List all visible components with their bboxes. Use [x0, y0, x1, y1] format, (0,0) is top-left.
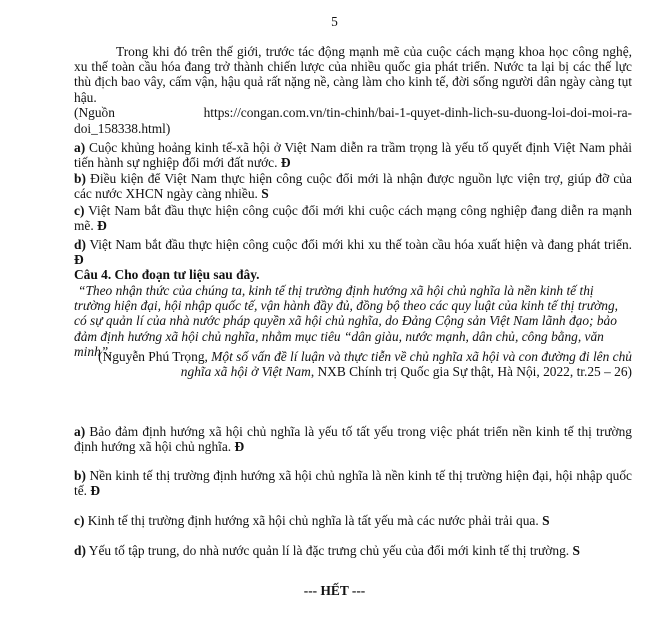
- q4-option-a: a) Bảo đảm định hướng xã hội chủ nghĩa là yếu tố tất yếu trong việc phát triển nền kinh tế thị trường định hướng xã hội chủ nghĩa. Đ: [74, 424, 632, 455]
- source-line: [74, 105, 632, 120]
- q3-option-c: c) Việt Nam bắt đầu thực hiện công cuộc đổi mới khi cuộc cách mạng công nghiệp đang diễn ra mạnh mẽ. Đ: [74, 203, 632, 234]
- q4-quote: “Theo nhận thức của chúng ta, kinh tế thị trường định hướng xã hội chủ nghĩa là nền kinh tế thị trường hiện đại, hội nhập quốc tế, vận hành đầy đủ, đồng bộ theo các quy luật của kinh tế thị trường, có sự quản lí của nhà nước pháp quyền xã hội chủ nghĩa, do Đảng Cộng sản Việt Nam lãnh đạo; bảo đảm định hướng xã hội chủ nghĩa, nhằm mục tiêu “dân giàu, nước mạnh, dân chủ, công bằng, văn minh”.: [74, 283, 618, 359]
- q4-option-c: c) Kinh tế thị trường định hướng xã hội chủ nghĩa là tất yếu mà các nước phải trải qua. S: [74, 513, 550, 528]
- answer-mark: Đ: [90, 483, 101, 499]
- q3-option-a: a) Cuộc khủng hoảng kinh tế-xã hội ở Việt Nam diễn ra trầm trọng là yếu tố quyết định Việt Nam phải tiến hành sự nghiệp đổi mới đất nước. Đ: [74, 140, 632, 171]
- intro-paragraph: Trong khi đó trên thế giới, trước tác động mạnh mẽ của cuộc cách mạng khoa học công nghệ, xu thế toàn cầu hóa đang trở thành chiến lược của nhiều quốc gia phát triển. Nước ta lại bị các thế lực thù địch bao vây, cấm vận, hậu quả rất nặng nề, càng làm cho kinh tế, đời sống người dân ngày càng tụt hậu.: [74, 44, 632, 105]
- answer-mark: Đ: [74, 252, 84, 268]
- answer-mark: S: [572, 543, 580, 558]
- q4-citation: (Nguyễn Phú Trọng, Một số vấn đề lí luận và thực tiễn về chủ nghĩa xã hội và con đường đi lên chủ nghĩa xã hội ở Việt Nam, NXB Chính trị Quốc gia Sự thật, Hà Nội, 2022, tr.25 – 26): [98, 349, 632, 380]
- answer-mark: Đ: [280, 155, 291, 171]
- q4-option-d: d) Yếu tố tập trung, do nhà nước quản lí là đặc trưng chủ yếu của đổi mới kinh tế thị trường. S: [74, 543, 580, 558]
- page-number: 5: [331, 14, 338, 29]
- q4-option-b: b) Nền kinh tế thị trường định hướng xã hội chủ nghĩa là nền kinh tế thị trường hiện đại, hội nhập quốc tế. Đ: [74, 468, 632, 499]
- source-url-part1: https://congan.com.vn/tin-chinh/bai-1-quyet-dinh-lich-su-duong-loi-doi-moi-ra-: [203, 105, 632, 120]
- answer-mark: S: [261, 186, 269, 202]
- source-url-part2: doi_158338.html): [74, 121, 171, 136]
- end-marker: --- HẾT ---: [303, 583, 366, 598]
- q4-heading: Câu 4. Cho đoạn tư liệu sau đây.: [74, 267, 260, 282]
- answer-mark: Đ: [234, 439, 245, 455]
- answer-mark: Đ: [97, 218, 107, 234]
- source-label: (Nguồn: [74, 105, 115, 120]
- q3-option-d: d) Việt Nam bắt đầu thực hiện công cuộc đổi mới khi xu thế toàn cầu hóa xuất hiện và đang phát triển. Đ: [74, 237, 632, 268]
- answer-mark: S: [542, 513, 550, 528]
- q3-option-b: b) Điều kiện để Việt Nam thực hiện công cuộc đổi mới là nhận được nguồn lực viện trợ, giúp đỡ của các nước XHCN ngày càng nhiều. S: [74, 171, 632, 202]
